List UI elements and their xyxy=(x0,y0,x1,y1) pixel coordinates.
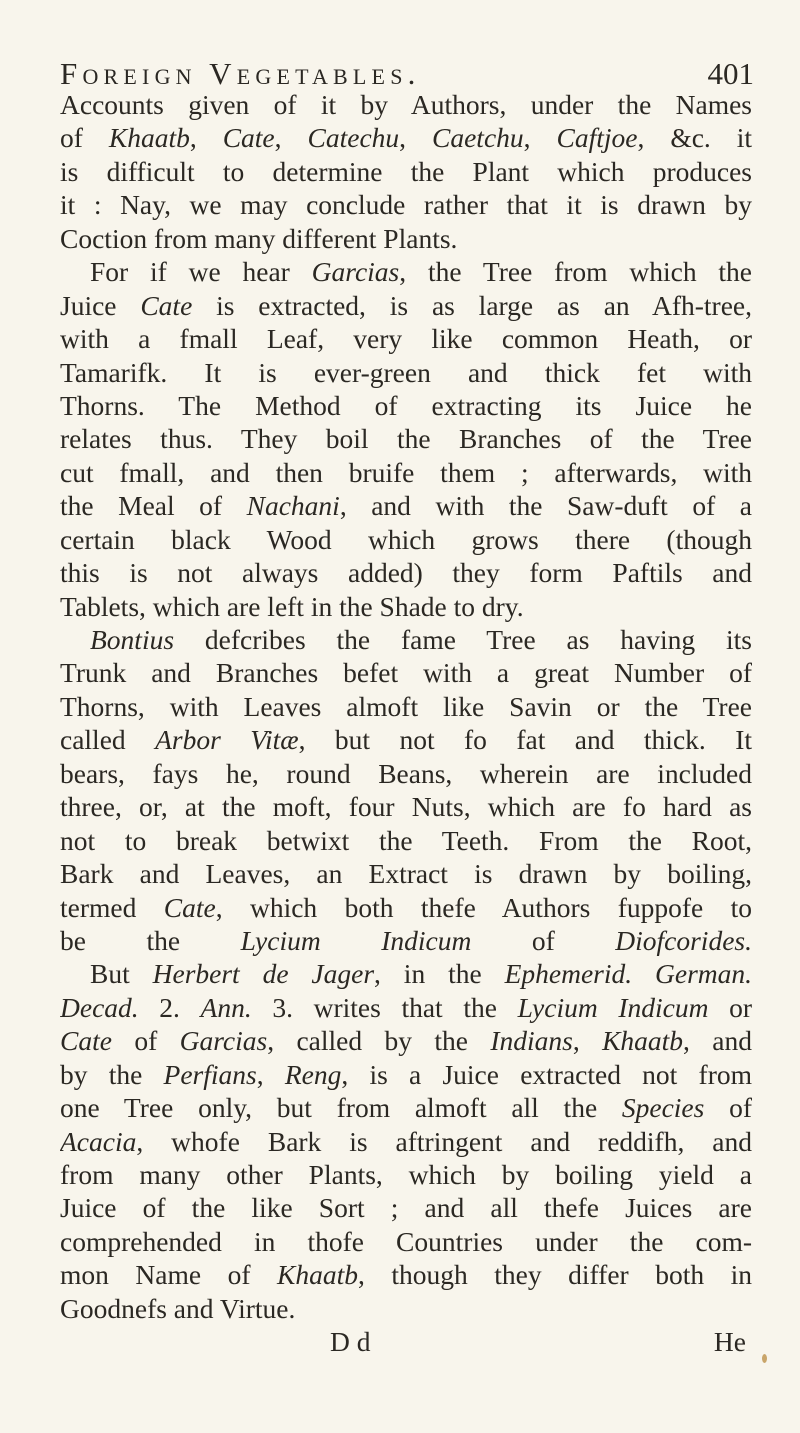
text-line xyxy=(60,991,752,1024)
italic-text: Khaatb xyxy=(602,1025,684,1057)
text-run: of xyxy=(471,924,616,956)
header-title: Foreign Vegetables. xyxy=(60,56,421,91)
italic-text: Arbor Vitæ xyxy=(155,724,299,756)
italic-text: Cate xyxy=(222,122,275,154)
text-line xyxy=(60,757,752,790)
text-run: Accounts given of it by Authors, under the Names xyxy=(60,89,752,120)
text-line xyxy=(60,957,752,990)
text-run: with a fmall Leaf, very like common Heath, or xyxy=(60,323,752,355)
text-line xyxy=(60,790,752,823)
text-line xyxy=(60,1292,752,1325)
text-run: Juice xyxy=(60,289,141,321)
text-run: called xyxy=(60,724,156,756)
text-run: comprehended in thofe Countries under the com- xyxy=(60,1225,752,1257)
text-run: , and xyxy=(683,1025,752,1057)
text-line xyxy=(60,222,752,255)
signature-mark: D d xyxy=(330,1326,371,1358)
italic-text: Caftjoe xyxy=(556,122,638,154)
page-footer xyxy=(60,1325,752,1358)
text-run: Trunk and Branches befet with a great Number of xyxy=(60,657,752,689)
text-run: one Tree only, but from almoft all the xyxy=(60,1092,622,1124)
catchword: He xyxy=(713,1326,746,1358)
text-line xyxy=(60,322,752,355)
text-run: be the xyxy=(60,924,241,956)
text-run: termed xyxy=(60,891,164,923)
text-run: Bark and Leaves, an Extract is drawn by boiling, xyxy=(60,858,752,890)
text-run: , xyxy=(399,122,432,154)
text-run: 3. writes that the xyxy=(251,991,518,1023)
text-run: , xyxy=(572,1025,603,1057)
text-run: relates thus. They boil the Branches of the Tree xyxy=(60,423,752,455)
italic-text: Catechu xyxy=(307,122,400,154)
text-line xyxy=(60,656,752,689)
text-run: this is not always added) they form Paftils and xyxy=(60,557,752,589)
italic-text: Khaatb xyxy=(108,122,190,154)
text-run: , is a Juice extracted not from xyxy=(341,1058,752,1090)
text-run: of xyxy=(704,1092,752,1124)
text-run: , which both thefe Authors fuppofe to xyxy=(215,891,752,923)
text-run: bears, fays he, round Beans, wherein are included xyxy=(60,757,752,789)
text-run: , but not fo fat and thick. It xyxy=(298,724,752,756)
italic-text: Diofcorides. xyxy=(615,924,752,956)
italic-text: Bontius xyxy=(90,624,175,655)
text-line xyxy=(60,1191,752,1224)
text-run: from many other Plants, which by boiling yield a xyxy=(60,1159,752,1190)
text-line xyxy=(60,1024,752,1057)
text-line xyxy=(60,1125,752,1158)
text-run: , and with the Saw-duft of a xyxy=(339,490,752,522)
text-line xyxy=(60,690,752,723)
text-run: Thorns, with Leaves almoft like Savin or the Tree xyxy=(60,690,752,722)
text-line xyxy=(60,188,752,221)
text-run: But xyxy=(90,958,153,990)
text-run: cut fmall, and then bruife them ; afterwards, with xyxy=(60,456,752,488)
text-line xyxy=(60,1258,752,1291)
text-line xyxy=(60,155,752,188)
text-line xyxy=(60,289,752,322)
text-run: 2. xyxy=(138,991,201,1023)
italic-text: Lycium Indicum xyxy=(517,991,709,1023)
italic-text: Reng xyxy=(284,1058,342,1090)
text-line xyxy=(60,356,752,389)
text-line xyxy=(60,924,752,957)
text-run: Juice of the like Sort ; and all thefe Juices are xyxy=(60,1192,752,1224)
italic-text: Ann. xyxy=(200,991,252,1023)
text-run: Tamarifk. It is ever-green and thick fet with xyxy=(60,356,752,388)
text-line xyxy=(60,857,752,890)
italic-text: Garcias xyxy=(179,1025,268,1057)
italic-text: Indians xyxy=(490,1025,573,1057)
italic-text: Acacia xyxy=(60,1125,137,1157)
foxing-speck xyxy=(762,1354,767,1363)
text-line xyxy=(60,556,752,589)
italic-text: Species xyxy=(621,1092,705,1124)
text-line xyxy=(60,891,752,924)
italic-text: Decad. xyxy=(60,991,139,1023)
text-run: Tablets, which are left in the Shade to dry. xyxy=(60,590,524,622)
text-run: , though they differ both in xyxy=(357,1259,752,1291)
text-line xyxy=(60,1225,752,1258)
text-line xyxy=(60,1091,752,1124)
italic-text: Lycium Indicum xyxy=(240,924,472,956)
text-line xyxy=(60,121,752,154)
text-run: , &c. it xyxy=(637,122,752,154)
text-line xyxy=(60,1158,752,1191)
italic-text: Cate xyxy=(163,891,216,923)
text-run: Thorns. The Method of extracting its Juice he xyxy=(60,389,752,421)
text-run: or xyxy=(708,991,752,1023)
text-line xyxy=(60,623,752,656)
text-run: , xyxy=(523,122,557,154)
text-line xyxy=(60,723,752,756)
text-line xyxy=(60,1058,752,1091)
italic-text: Herbert de Jager xyxy=(152,958,375,990)
italic-text: Ephemerid. German. xyxy=(504,958,752,990)
text-line xyxy=(60,523,752,556)
text-run: Coction from many different Plants. xyxy=(60,222,458,254)
text-line xyxy=(60,422,752,455)
text-line xyxy=(60,590,752,623)
text-run: by the xyxy=(60,1058,164,1090)
body-text xyxy=(60,88,752,1359)
text-run: it : Nay, we may conclude rather that it is drawn by xyxy=(60,189,752,221)
text-run: certain black Wood which grows there (though xyxy=(60,523,752,555)
italic-text: Perfians xyxy=(163,1058,257,1090)
text-line xyxy=(60,489,752,522)
text-run: not to break betwixt the Teeth. From the Root, xyxy=(60,824,752,856)
text-run: , called by the xyxy=(267,1025,491,1057)
text-run: , xyxy=(256,1058,285,1090)
text-run: three, or, at the moft, four Nuts, which are fo hard as xyxy=(60,791,752,823)
text-run: of xyxy=(111,1025,180,1057)
text-run: the Meal of xyxy=(60,490,247,522)
italic-text: Cate xyxy=(60,1025,112,1057)
text-run: defcribes the fame Tree as having its xyxy=(174,624,752,655)
italic-text: Cate xyxy=(140,289,193,321)
italic-text: Khaatb xyxy=(277,1259,358,1291)
text-line xyxy=(60,824,752,857)
text-run: of xyxy=(60,122,109,154)
text-run: For if we hear xyxy=(90,256,312,288)
text-run: is extracted, is as large as an Afh-tree, xyxy=(192,289,752,321)
text-line xyxy=(60,456,752,489)
italic-text: Caetchu xyxy=(432,122,524,154)
text-run: , xyxy=(274,122,308,154)
text-run: , whofe Bark is aftringent and reddifh, and xyxy=(136,1125,752,1157)
text-run: , the Tree from which the xyxy=(399,256,752,288)
text-run: Goodnefs and Virtue. xyxy=(60,1292,296,1324)
text-run: is difficult to determine the Plant which produces xyxy=(60,155,752,187)
italic-text: Garcias xyxy=(311,256,400,288)
text-line xyxy=(60,88,752,121)
text-run: , in the xyxy=(374,958,505,990)
text-line xyxy=(60,389,752,422)
text-run: mon Name of xyxy=(60,1259,277,1291)
italic-text: Nachani xyxy=(246,490,340,522)
page-number: 401 xyxy=(707,56,754,91)
text-run: , xyxy=(189,122,223,154)
text-line xyxy=(60,255,752,288)
